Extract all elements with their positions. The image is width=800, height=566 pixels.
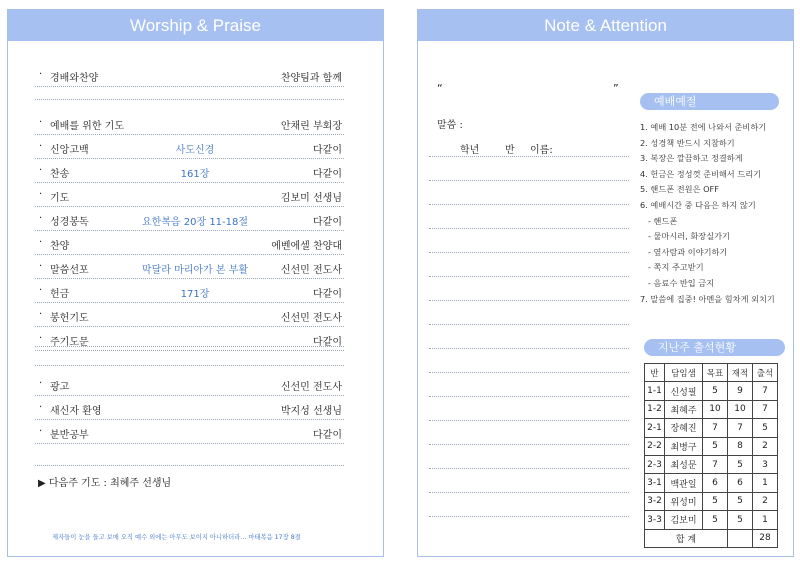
class-label: 반 — [505, 145, 515, 156]
attendance-total-row — [645, 529, 778, 547]
attended-cell: 7 — [753, 400, 778, 418]
service-item: 광고 — [50, 382, 70, 393]
rule-item: 2. 성경책 반드시 지참하기 — [640, 137, 735, 148]
service-item: 성경봉독 — [50, 217, 89, 228]
note-line — [429, 324, 629, 325]
rule-item: - 음료수 반입 금지 — [648, 277, 715, 288]
rule-item: 3. 복장은 깔끔하고 정결하게 — [640, 153, 743, 164]
grade-label: 학년 — [460, 145, 480, 156]
enrolled-cell: 8 — [728, 437, 753, 455]
bullet: · — [39, 237, 43, 248]
service-row — [35, 159, 344, 183]
service-leader: 신선민 전도사 — [280, 313, 342, 324]
col-teacher: 담임샘 — [665, 364, 703, 382]
bullet: · — [39, 165, 43, 176]
attendance-row — [645, 419, 778, 437]
service-row — [35, 135, 344, 159]
note-line — [429, 300, 629, 301]
bullet: · — [39, 261, 43, 272]
teacher-cell: 위성미 — [665, 492, 703, 510]
service-item: 새신자 환영 — [50, 406, 102, 417]
bullet: · — [39, 333, 43, 344]
class-cell: 2-1 — [645, 419, 665, 437]
enrolled-cell: 10 — [728, 400, 753, 418]
divider — [35, 465, 344, 466]
rule-item: 5. 핸드폰 전원은 OFF — [640, 184, 719, 195]
attendance-row — [645, 455, 778, 473]
class-cell: 1-1 — [645, 382, 665, 400]
enrolled-cell: 7 — [728, 419, 753, 437]
goal-cell: 7 — [703, 419, 728, 437]
bullet: · — [39, 285, 43, 296]
attended-cell: 2 — [753, 492, 778, 510]
bullet: · — [39, 117, 43, 128]
note-line — [429, 348, 629, 349]
total-blank — [728, 529, 753, 547]
note-line — [429, 180, 629, 181]
service-item: 봉헌기도 — [50, 313, 89, 324]
next-week-prayer: ▶ 다음주 기도 : 최혜주 선생님 — [38, 478, 172, 489]
rule-item: - 옆사람과 이야기하기 — [648, 246, 728, 257]
teacher-cell: 백관일 — [665, 474, 703, 492]
attendance-row — [645, 437, 778, 455]
service-item: 찬양 — [50, 241, 70, 252]
service-row — [35, 420, 344, 444]
service-row — [35, 63, 344, 87]
note-line — [429, 396, 629, 397]
rule-item: - 물마시러, 화장실가기 — [648, 231, 730, 242]
bullet: · — [39, 378, 43, 389]
service-leader: 다같이 — [313, 145, 342, 156]
rule-item: - 핸드폰 — [648, 215, 678, 226]
note-line — [429, 516, 629, 517]
teacher-cell: 최혜주 — [665, 400, 703, 418]
note-header: Note & Attention — [418, 10, 793, 41]
class-cell: 3-1 — [645, 474, 665, 492]
attended-cell: 7 — [753, 382, 778, 400]
goal-cell: 5 — [703, 382, 728, 400]
close-quote: ” — [613, 82, 619, 95]
enrolled-cell: 5 — [728, 455, 753, 473]
col-goal: 목표 — [703, 364, 728, 382]
divider — [35, 99, 344, 100]
enrolled-cell: 5 — [728, 492, 753, 510]
attendance-row — [645, 492, 778, 510]
rule-item: 4. 헌금은 정성껏 준비해서 드리기 — [640, 168, 762, 179]
service-detail: 막달라 마리아가 본 부활 — [141, 265, 249, 276]
col-class: 반 — [645, 364, 665, 382]
rule-item: 1. 예배 10분 전에 나와서 준비하기 — [640, 122, 767, 132]
service-leader: 다같이 — [313, 337, 342, 348]
service-leader: 에벤에셀 찬양대 — [271, 241, 342, 252]
attended-cell: 5 — [753, 419, 778, 437]
attendance-row — [645, 400, 778, 418]
service-item: 예배를 위한 기도 — [50, 121, 124, 132]
service-leader: 다같이 — [313, 430, 342, 441]
goal-cell: 5 — [703, 437, 728, 455]
divider — [35, 365, 344, 366]
attendance-title: 지난주 출석현황 — [644, 339, 785, 356]
attendance-row — [645, 382, 778, 400]
enrolled-cell: 5 — [728, 511, 753, 529]
note-line — [429, 156, 629, 157]
note-line — [429, 228, 629, 229]
service-detail: 161장 — [180, 169, 210, 180]
teacher-cell: 장혜진 — [665, 419, 703, 437]
etiquette-title: 예배예절 — [640, 93, 779, 110]
teacher-cell: 신성필 — [665, 382, 703, 400]
rule-item: 7. 말씀에 집중! 아멘을 힘차게 외치기 — [640, 293, 775, 304]
enrolled-cell: 9 — [728, 382, 753, 400]
name-label: 이름: — [530, 145, 553, 156]
service-detail: 사도신경 — [175, 145, 215, 156]
service-item: 경배와찬양 — [50, 73, 99, 84]
service-item: 기도 — [50, 193, 70, 204]
attended-cell: 3 — [753, 455, 778, 473]
service-leader: 안채린 부회장 — [280, 121, 342, 132]
bullet: · — [39, 426, 43, 437]
service-leader: 다같이 — [313, 289, 342, 300]
attended-cell: 1 — [753, 511, 778, 529]
col-attended: 출석 — [753, 364, 778, 382]
open-quote: “ — [437, 82, 443, 95]
bullet: · — [39, 402, 43, 413]
service-leader: 신선민 전도사 — [280, 265, 342, 276]
worship-header: Worship & Praise — [8, 10, 383, 41]
note-line — [429, 204, 629, 205]
service-row — [35, 303, 344, 327]
note-line — [429, 420, 629, 421]
total-label: 합 계 — [645, 529, 728, 547]
attendance-row — [645, 511, 778, 529]
service-leader: 다같이 — [313, 169, 342, 180]
bullet: · — [39, 69, 43, 80]
service-row — [35, 255, 344, 279]
service-item: 주기도문 — [50, 337, 89, 348]
goal-cell: 7 — [703, 455, 728, 473]
bullet: · — [39, 141, 43, 152]
service-detail: 요한복음 20장 11-18절 — [141, 217, 249, 228]
bullet: · — [39, 189, 43, 200]
service-row — [35, 207, 344, 231]
goal-cell: 5 — [703, 492, 728, 510]
service-leader: 신선민 전도사 — [280, 382, 342, 393]
note-line — [429, 468, 629, 469]
goal-cell: 5 — [703, 511, 728, 529]
service-row — [35, 327, 344, 351]
service-item: 말씀선포 — [50, 265, 89, 276]
teacher-cell: 김보미 — [665, 511, 703, 529]
goal-cell: 10 — [703, 400, 728, 418]
sermon-label: 말씀 : — [437, 120, 463, 131]
service-row — [35, 396, 344, 420]
service-row — [35, 183, 344, 207]
bible-verse: 제자들이 눈을 들고 보매 오직 예수 외에는 아무도 보이지 아니하더라... 마태복음 17장 8절 — [52, 534, 301, 541]
note-line — [429, 492, 629, 493]
note-line — [429, 444, 629, 445]
attended-cell: 1 — [753, 474, 778, 492]
col-enrolled: 재적 — [728, 364, 753, 382]
class-cell: 2-3 — [645, 455, 665, 473]
enrolled-cell: 6 — [728, 474, 753, 492]
service-item: 찬송 — [50, 169, 70, 180]
service-leader: 다같이 — [313, 217, 342, 228]
service-row — [35, 111, 344, 135]
goal-cell: 6 — [703, 474, 728, 492]
rule-item: 6. 예배시간 중 다음은 하지 않기 — [640, 199, 756, 210]
service-item: 헌금 — [50, 289, 70, 300]
bullet: · — [39, 213, 43, 224]
service-leader: 찬양팀과 함께 — [280, 73, 342, 84]
service-row — [35, 279, 344, 303]
teacher-cell: 최병구 — [665, 437, 703, 455]
divider — [35, 346, 344, 347]
attendance-table — [644, 363, 778, 548]
service-item: 분반공부 — [50, 430, 89, 441]
note-line — [429, 252, 629, 253]
bullet: · — [39, 309, 43, 320]
service-row — [35, 372, 344, 396]
service-detail: 171장 — [180, 289, 210, 300]
service-item: 신앙고백 — [50, 145, 89, 156]
class-cell: 1-2 — [645, 400, 665, 418]
attended-cell: 2 — [753, 437, 778, 455]
service-leader: 김보미 선생님 — [280, 193, 342, 204]
note-line — [429, 276, 629, 277]
note-line — [429, 372, 629, 373]
class-cell: 2-2 — [645, 437, 665, 455]
etiquette-rules — [640, 120, 775, 307]
total-value: 28 — [753, 529, 778, 547]
service-row — [35, 231, 344, 255]
service-leader: 박지성 선생님 — [280, 406, 342, 417]
rule-item: - 쪽지 주고받기 — [648, 262, 704, 273]
class-cell: 3-2 — [645, 492, 665, 510]
attendance-row — [645, 474, 778, 492]
teacher-cell: 최성문 — [665, 455, 703, 473]
class-cell: 3-3 — [645, 511, 665, 529]
attendance-header-row — [645, 364, 778, 382]
